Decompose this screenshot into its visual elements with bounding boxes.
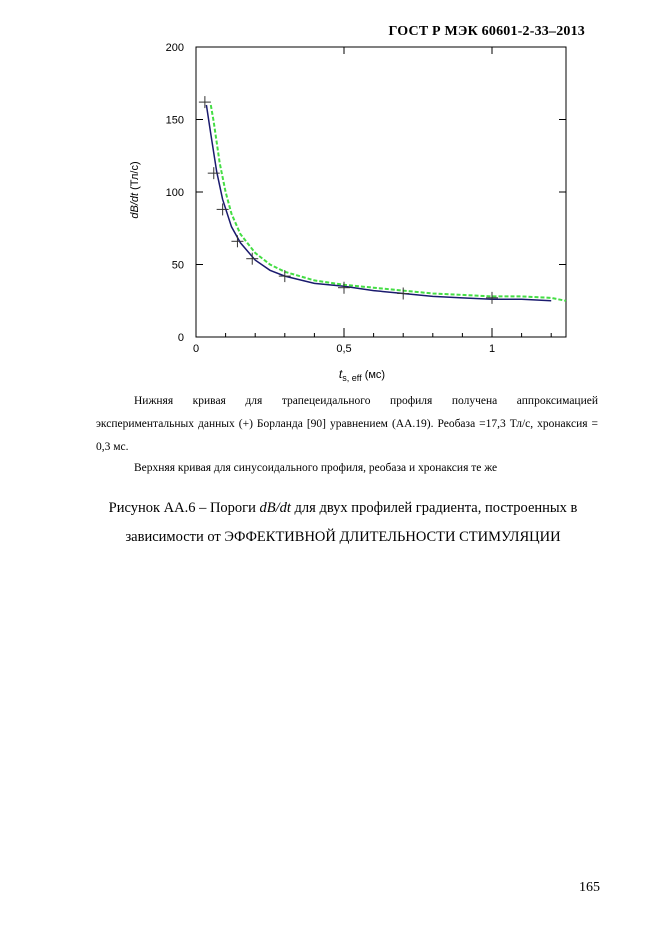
series-layer (206, 105, 566, 301)
x-axis-label: $t_{s, eff}$ (мс) (338, 367, 386, 383)
x-tick-labels (193, 343, 495, 355)
experimental-points (199, 96, 498, 304)
page-number: 165 (579, 880, 600, 895)
y-axis-label: dB/dt (Тл/с) (129, 161, 141, 219)
lower-curve-note-text: Нижняя кривая для трапецеидального профиля получена аппроксимацией экспериментальных данных (+) Борланда [90] уравнением (АА.19). Реобаза =17,3 Тл/с, хронаксия = 0,3 мс. (96, 395, 598, 453)
caption-italic: dB/dt (259, 500, 291, 516)
upper-curve-note (96, 457, 598, 480)
y-tick-label: 100 (165, 187, 184, 199)
upper-curve-line (211, 105, 566, 301)
data-point-marker (231, 235, 243, 247)
y-tick-label: 150 (165, 114, 184, 127)
x-tick-label: 1 (488, 343, 496, 355)
caption-suffix: для двух профилей градиента, построенных в зависимости от ЭФФЕКТИВНОЙ ДЛИТЕЛЬНОСТИ СТИМУЛЯЦИИ (125, 500, 578, 545)
y-tick-labels (166, 42, 184, 344)
data-point-marker (199, 96, 211, 108)
plot-frame (196, 47, 566, 337)
upper-curve-note-text: Верхняя кривая для синусоидального профиля, реобаза и хронаксия те же (134, 462, 498, 474)
lower-curve-note (96, 390, 598, 459)
threshold-chart (0, 0, 662, 390)
caption-prefix: Рисунок АА.6 – Пороги (108, 500, 260, 516)
data-point-marker (486, 292, 498, 304)
standard-header: ГОСТ Р МЭК 60601-2-33–2013 (388, 24, 585, 39)
y-tick-label: 200 (165, 42, 184, 54)
x-tick-label: 0 (192, 343, 200, 355)
y-tick-label: 50 (171, 259, 184, 272)
axis-ticks (196, 47, 566, 337)
x-tick-label: 0,5 (336, 343, 352, 355)
y-tick-label: 0 (177, 332, 184, 344)
lower-curve-line (206, 105, 551, 301)
data-point-marker (279, 270, 291, 282)
figure-caption (70, 494, 616, 552)
